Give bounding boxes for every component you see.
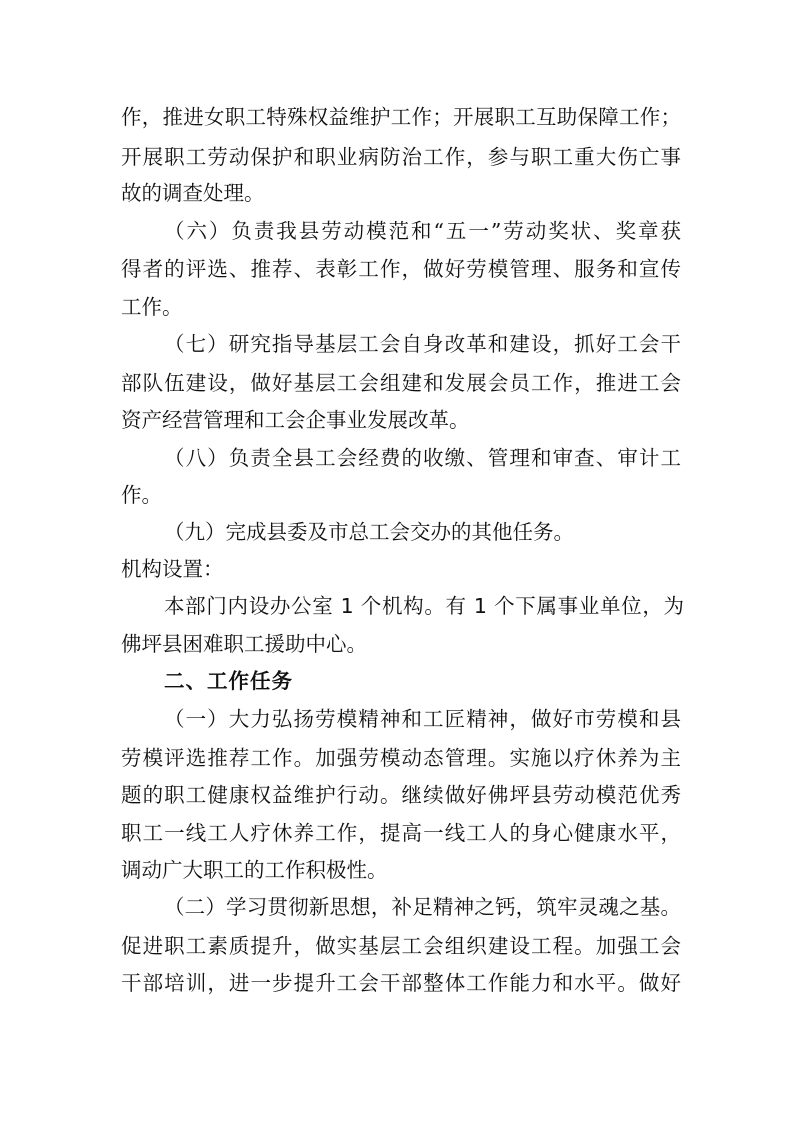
- text-line: 题的职工健康权益维护行动。继续做好佛坪县劳动模范优秀: [121, 783, 681, 807]
- text-line: 部队伍建设，做好基层工会组建和发展会员工作，推进工会: [121, 371, 681, 395]
- text-line: 工作。: [121, 295, 183, 319]
- text-line: 调动广大职工的工作积极性。: [121, 858, 388, 882]
- text-line: 劳模评选推荐工作。加强劳模动态管理。实施以疗休养为主: [121, 746, 681, 770]
- text-line: 故的调查处理。: [121, 181, 265, 205]
- text-line: 本部门内设办公室 1 个机构。有 1 个下属事业单位，为: [164, 594, 684, 618]
- text-line: （九）完成县委及市总工会交办的其他任务。: [164, 520, 574, 544]
- text-line: 资产经营管理和工会企事业发展改革。: [121, 408, 470, 432]
- text-line: （六）负责我县劳动模范和“五一”劳动奖状、奖章获: [164, 219, 681, 243]
- text-line: 作。: [121, 483, 162, 507]
- section-heading: 二、工作任务: [164, 669, 293, 693]
- section-label: 机构设置：: [121, 557, 224, 581]
- text-line: 得者的评选、推荐、表彰工作，做好劳模管理、服务和宣传: [121, 257, 681, 281]
- text-line: 干部培训，进一步提升工会干部整体工作能力和水平。做好: [121, 971, 681, 995]
- text-line: （七）研究指导基层工会自身改革和建设，抓好工会干: [164, 332, 681, 356]
- text-line: 佛坪县困难职工援助中心。: [121, 632, 367, 656]
- text-line: 作，推进女职工特殊权益维护工作；开展职工互助保障工作；: [121, 105, 681, 129]
- text-line: 促进职工素质提升，做实基层工会组织建设工程。加强工会: [121, 934, 681, 958]
- text-line: （一）大力弘扬劳模精神和工匠精神，做好市劳模和县: [164, 707, 681, 731]
- text-line: 职工一线工人疗休养工作，提高一线工人的身心健康水平，: [121, 821, 681, 845]
- text-line: 开展职工劳动保护和职业病防治工作，参与职工重大伤亡事: [121, 145, 681, 169]
- text-line: （八）负责全县工会经费的收缴、管理和审查、审计工: [164, 446, 681, 470]
- text-line: （二）学习贯彻新思想，补足精神之钙，筑牢灵魂之基。: [164, 895, 681, 919]
